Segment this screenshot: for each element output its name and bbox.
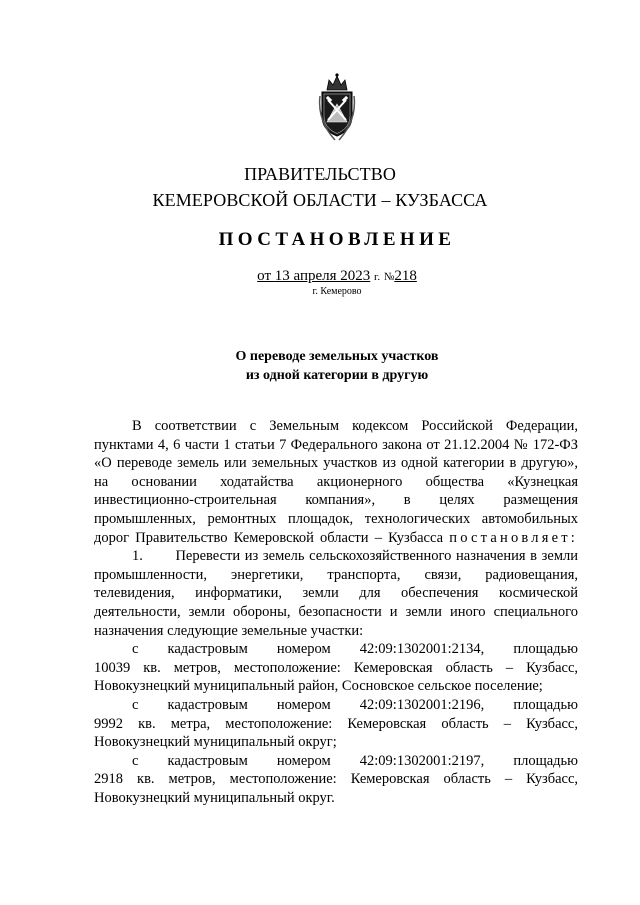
item1-number: 1. <box>132 548 143 565</box>
plot3-line1: с кадастровым номером 42:09:1302001:2197, площадью <box>132 752 578 769</box>
plot1-line3: Новокузнецкий муниципальный район, Сосновское сельское поселение; <box>94 678 543 695</box>
government-title-line1: ПРАВИТЕЛЬСТВО <box>244 164 396 184</box>
document-body <box>94 417 578 807</box>
city-label: г. Кемерово <box>312 286 362 297</box>
body-line-text: дорог Правительство Кемеровской области – Кузбасса <box>94 529 444 546</box>
plot3-line3: Новокузнецкий муниципальный округ. <box>94 789 335 806</box>
subject-line2: из одной категории в другую <box>245 368 429 383</box>
body-line: промышленности, энергетики, транспорта, связи, радиовещания, <box>94 566 578 583</box>
plot1-line1: с кадастровым номером 42:09:1302001:2134, площадью <box>132 641 578 658</box>
government-title-line2: КЕМЕРОВСКОЙ ОБЛАСТИ – КУЗБАССА <box>152 190 488 210</box>
document-subject <box>0 347 640 385</box>
plot2-line2: 9992 кв. метра, местоположение: Кемеровская область – Кузбасс, <box>94 715 578 732</box>
date-prefix: от <box>257 268 272 284</box>
plot2-line3: Новокузнецкий муниципальный округ; <box>94 734 337 751</box>
subject-line1: О переводе земельных участков <box>235 349 439 364</box>
body-line: деятельности, земли обороны, безопасности и земли иного специального <box>94 603 578 620</box>
number-sign: № <box>383 271 395 283</box>
body-line: инвестиционно-строительная компания», в целях размещения <box>94 492 578 509</box>
body-line: промышленных, ремонтных площадок, технологических автомобильных <box>94 510 578 527</box>
document-date: 13 апреля 2023 <box>274 268 371 284</box>
body-line: пунктами 4, 6 части 1 статьи 7 Федерального закона от 21.12.2004 № 172-ФЗ <box>94 436 578 453</box>
body-line: на основании ходатайства акционерного общества «Кузнецкая <box>94 473 578 490</box>
plot1-line2: 10039 кв. метров, местоположение: Кемеровская область – Кузбасс, <box>94 659 578 676</box>
date-number-line <box>0 268 640 285</box>
plot3-line2: 2918 кв. метров, местоположение: Кемеровская область – Кузбасс, <box>94 771 578 788</box>
body-line: «О переводе земель или земельных участков из одной категории в другую», <box>94 455 578 472</box>
item1-text: Перевести из земель сельскохозяйственного назначения в земли <box>175 548 578 565</box>
body-line: назначения следующие земельные участки: <box>94 622 364 639</box>
year-suffix: г. <box>374 271 381 283</box>
body-line: телевидения, информатики, земли для обеспечения космической <box>94 585 578 602</box>
decree-word: постановляет: <box>449 529 578 546</box>
document-type-title: ПОСТАНОВЛЕНИЕ <box>218 229 456 250</box>
body-line: В соответствии с Земельным кодексом Российской Федерации, <box>132 418 578 434</box>
body-line-decree <box>94 529 578 548</box>
coat-of-arms-icon <box>317 70 357 144</box>
document-number: 218 <box>394 268 417 284</box>
plot2-line1: с кадастровым номером 42:09:1302001:2196, площадью <box>132 696 578 713</box>
item1-first-line <box>94 547 578 566</box>
